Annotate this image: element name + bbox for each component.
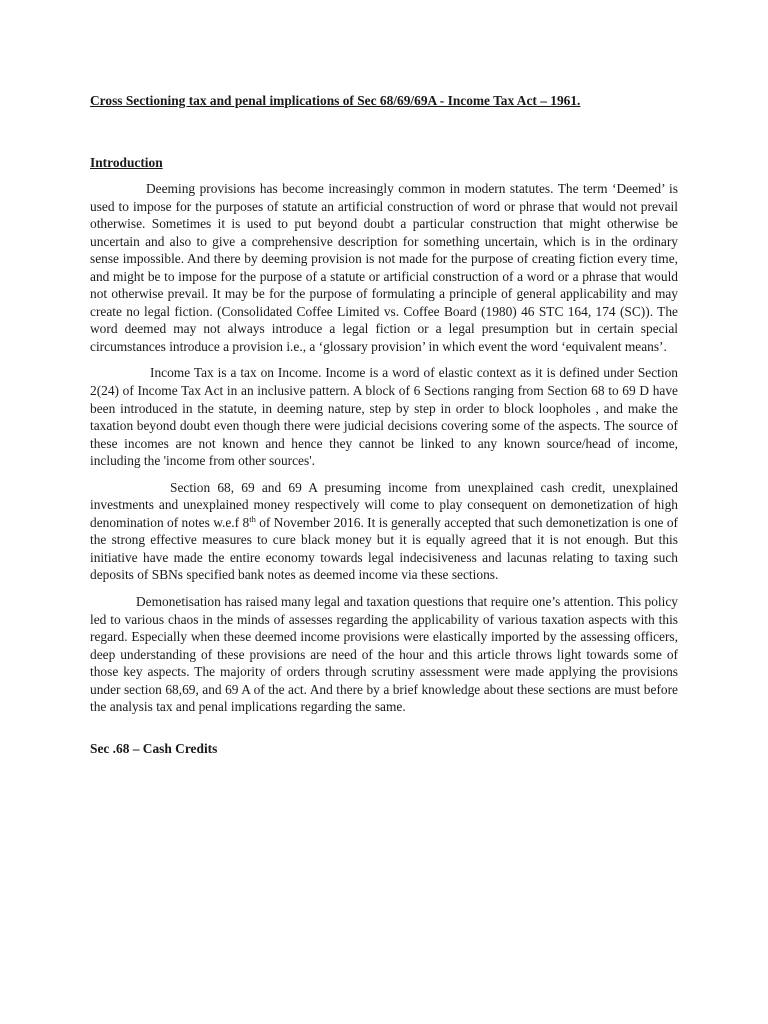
paragraph-demonetization-text-2: of November 2016. It is generally accepted that such demonetization is one of the strong effective measures to cure black money but it is equally agreed that it is not enough. But this initiative have made the entire economy towards legal indecisiveness and lacunas relating to taxing such deposits of SBNs specified bank notes as deemed income via these sections. [90,514,678,583]
paragraph-deeming-provisions: Deeming provisions has become increasingly common in modern statutes. The term ‘Deemed’ is used to impose for the purposes of statute an artificial construction of word or phrase that would not prevail otherwise. Sometimes it is used to put beyond doubt a particular construction that might otherwise be uncertain and also to give a comprehensive description for something uncertain, which is in the ordinary sense impossible. And there by deeming provision is not made for the purpose of creating fiction every time, and might be to impose for the purpose of a statute or artificial construction of a word or a phrase that would not otherwise prevail. It may be for the purpose of formulating a principle of general applicability and may create no legal fiction. (Consolidated Coffee Limited vs. Coffee Board (1980) 46 STC 164, 174 (SC)). The word deemed may not always introduce a legal fiction or a legal presumption but in certain special circumstances introduce a provision i.e., a ‘glossary provision’ in which event the word ‘equivalent means’. [90,181,678,354]
document-page [90,92,678,758]
paragraph-demonetization [90,479,678,584]
date-ordinal-superscript: th [249,513,256,524]
paragraph-income-tax: Income Tax is a tax on Income. Income is a word of elastic context as it is defined under Section 2(24) of Income Tax Act in an inclusive pattern. A block of 6 Sections ranging from Section 68 to 69 D have been introduced in the statute, in deeming nature, step by step in order to block loopholes , and make the taxation beyond doubt even though there were judicial decisions covering some of the aspects. The source of these incomes are not known and hence they cannot be linked to any known source/head of income, including the 'income from other sources'. [90,365,678,469]
section-68-heading: Sec .68 – Cash Credits [90,740,218,756]
paragraph-legal-questions: Demonetisation has raised many legal and taxation questions that require one’s attention. This policy led to various chaos in the minds of assesses regarding the applicability of various taxation aspects with this regard. Especially when these deemed income provisions were elastically imported by the assessing officers, deep understanding of these provisions are need of the hour and this article throws light towards some of those key aspects. The majority of orders through scrutiny assessment were made applying the provisions under section 68,69, and 69 A of the act. And there by a brief knowledge about these sections are must before the analysis tax and penal implications regarding the same. [90,594,678,715]
paragraph-demonetization-text-1: Section 68, 69 and 69 A presuming income from unexplained cash credit, unexplained investments and unexplained money respectively will come to play consequent on demonetization of high denomination of notes w.e.f 8 [90,479,678,530]
document-title: Cross Sectioning tax and penal implications of Sec 68/69/69A - Income Tax Act – 1961. [90,93,581,108]
introduction-heading: Introduction [90,155,163,170]
